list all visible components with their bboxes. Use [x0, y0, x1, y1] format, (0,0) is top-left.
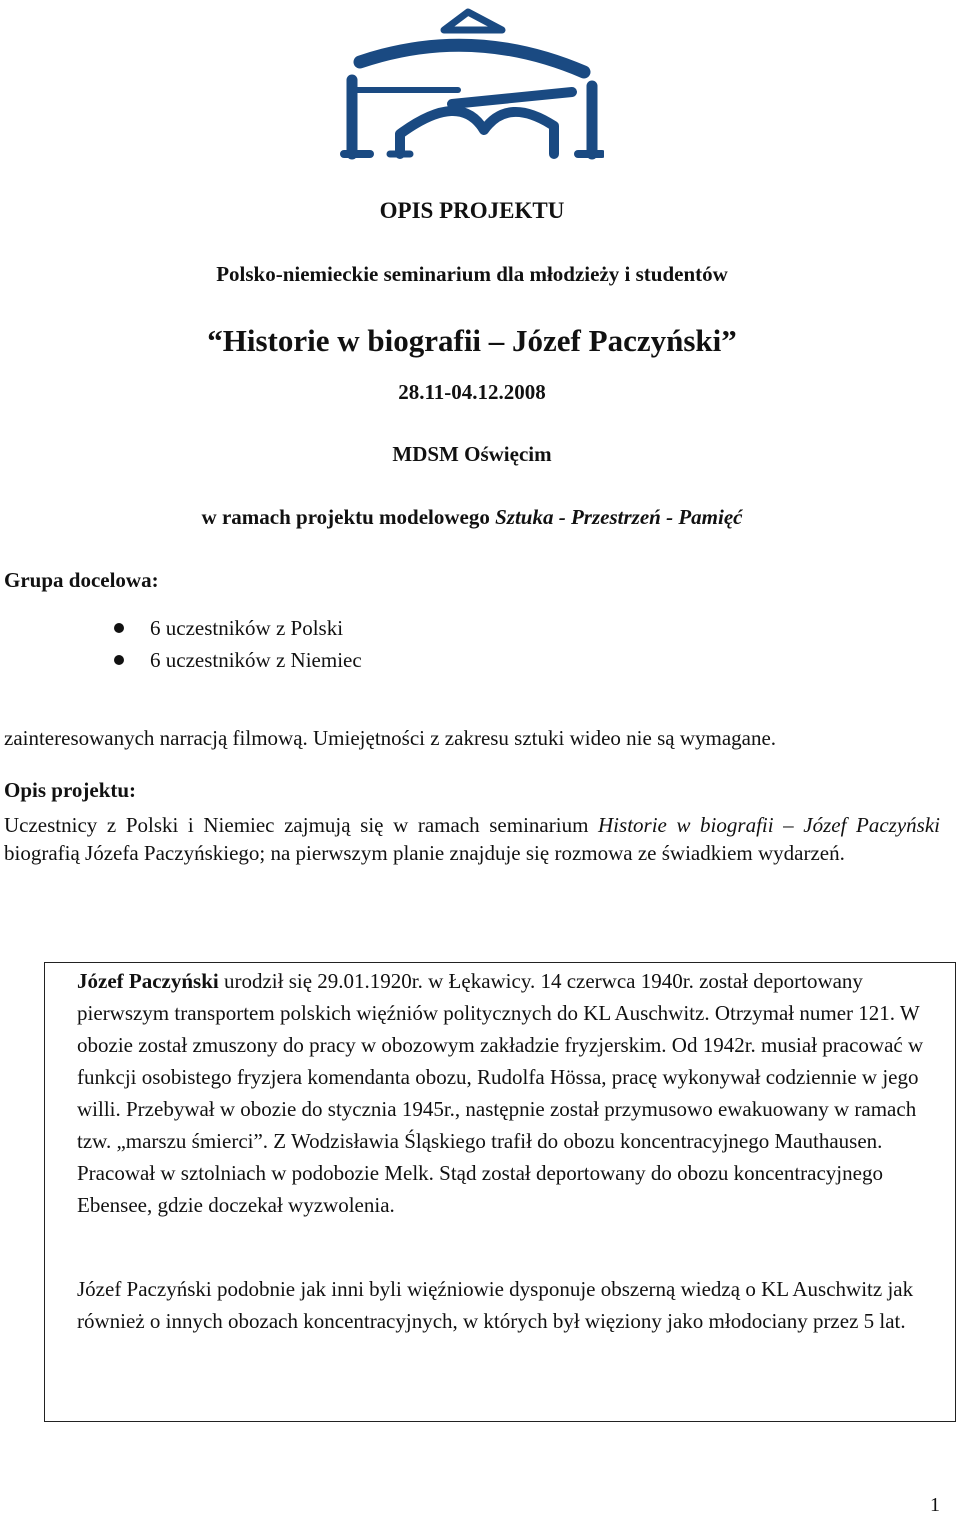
list-item-text: 6 uczestników z Polski [150, 616, 344, 640]
description-seminar-name: Historie w biografii – Józef Paczyński [598, 813, 940, 837]
biography-paragraph-1 [77, 965, 937, 1221]
biography-paragraph-2: Józef Paczyński podobnie jak inni byli więźniowie dysponuje obszerną wiedzą o KL Auschwitz jak również o innych obozach koncentracyjnych, w których był więziony jako młodociany przez 5 lat. [77, 1277, 914, 1333]
document-type-heading: OPIS PROJEKTU [379, 198, 565, 223]
target-group-list [112, 612, 362, 676]
framework-line [0, 505, 944, 530]
list-item-text: 6 uczestników z Niemiec [150, 648, 362, 672]
description-paragraph [4, 811, 940, 867]
mdsm-logo [340, 4, 604, 164]
framework-name: Sztuka - Przestrzeń - Pamięć [495, 505, 743, 529]
biography-box [44, 962, 956, 1422]
description-label: Opis projektu: [4, 778, 137, 802]
bullet-icon [114, 655, 124, 665]
list-item [112, 644, 362, 676]
biography-name: Józef Paczyński [77, 969, 219, 993]
seminar-subtitle: Polsko-niemieckie seminarium dla młodzieży i studentów [216, 262, 728, 286]
bullet-icon [114, 623, 124, 633]
list-item [112, 612, 362, 644]
target-group-label: Grupa docelowa: [4, 568, 159, 592]
page-number: 1 [930, 1494, 940, 1516]
project-title: “Historie w biografii – Józef Paczyński” [207, 323, 737, 358]
project-venue: MDSM Oświęcim [392, 442, 552, 466]
framework-prefix: w ramach projektu modelowego [201, 505, 496, 529]
description-text-end: biografią Józefa Paczyńskiego; na pierwszym planie znajduje się rozmowa ze świadkiem wydarzeń. [4, 841, 845, 865]
description-text-start: Uczestnicy z Polski i Niemiec zajmują się w ramach seminarium [4, 813, 599, 837]
biography-text: urodził się 29.01.1920r. w Łękawicy. 14 czerwca 1940r. został deportowany pierwszym transportem polskich więźniów politycznych do KL Auschwitz. Otrzymał numer 121. W obozie został zmuszony do pracy w obozowym zakładzie fryzjerskim. Od 1942r. musiał pracować w funkcji osobistego fryzjera komendanta obozu, Rudolfa Hössa, pracę wykonywał codziennie w jego willi. Przebywał w obozie do stycznia 1945r., następnie został przymusowo ewakuowany w ramach tzw. „marszu śmierci”. Z Wodzisławia Śląskiego trafił do obozu koncentracyjnego Mauthausen. Pracował w sztolniach w podobozie Melk. Stąd został deportowany do obozu koncentracyjnego Ebensee, gdzie doczekał wyzwolenia. [77, 969, 924, 1217]
project-dates: 28.11-04.12.2008 [398, 380, 546, 404]
target-group-note: zainteresowanych narracją filmową. Umiejętności z zakresu sztuki wideo nie są wymagane. [4, 726, 777, 750]
